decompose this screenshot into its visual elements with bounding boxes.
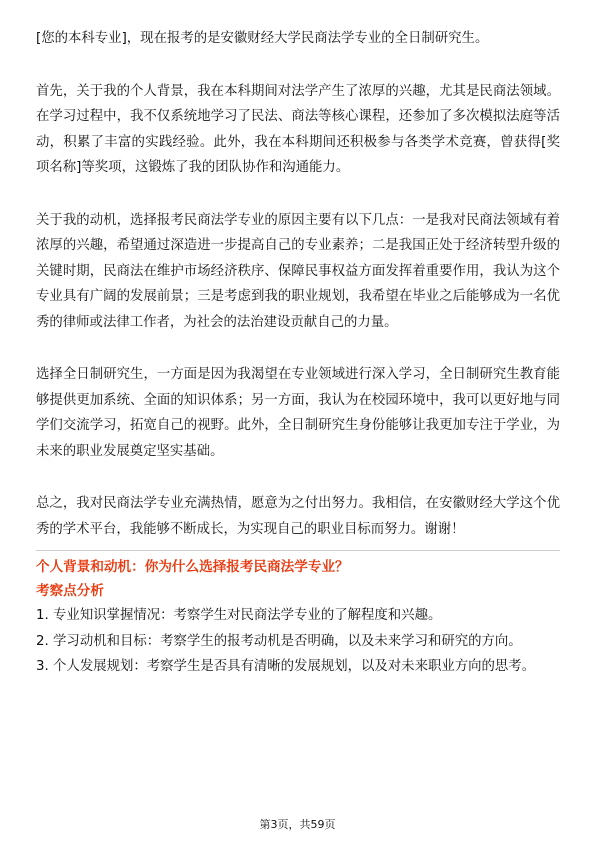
paragraph-conclusion: 总之，我对民商法学专业充满热情，愿意为之付出努力。我相信，在安徽财经大学这个优秀的学术平台，我能够不断成长，为实现自己的职业目标而努力。谢谢！ (36, 496, 560, 537)
analysis-point-1: 1. 专业知识掌握情况：考察学生对民商法学专业的了解程度和兴趣。 (36, 608, 442, 623)
analysis-point-2: 2. 学习动机和目标：考察学生的报考动机是否明确，以及未来学习和研究的方向。 (36, 633, 522, 649)
paragraph-gap (36, 464, 560, 491)
paragraph-background: 首先，关于我的个人背景，我在本科期间对法学产生了浓厚的兴趣，尤其是民商法领域。在学习过程中，我不仅系统地学习了民法、商法等核心课程，还参加了多次模拟法庭等活动，积累了丰富的实践经验。此外，我在本科期间还积极参与各类学术竞赛，曾获得[奖项名称]等奖项，这锻炼了我的团队协作和沟通能力。 (36, 83, 560, 175)
paragraph-intro: [您的本科专业]，现在报考的是安徽财经大学民商法学专业的全日制研究生。 (36, 31, 489, 46)
analysis-heading: 考察点分析 (36, 583, 104, 599)
paragraph-motivation: 关于我的动机，选择报考民商法学专业的原因主要有以下几点：一是我对民商法领域有着浓厚的兴趣，希望通过深造进一步提高自己的专业素养；二是我国正处于经济转型升级的关键时期，民商法在维护市场经济秩序、保障民事权益方面发挥着重要作用，我认为这个专业具有广阔的发展前景；三是考虑到我的职业规划，我希望在毕业之后能够成为一名优秀的律师或法律工作者，为社会的法治建设贡献自己的力量。 (36, 212, 560, 330)
document-page (36, 26, 560, 680)
section-divider (36, 550, 560, 551)
question-title: 个人背景和动机：你为什么选择报考民商法学专业？ (36, 559, 349, 575)
paragraph-gap (36, 335, 560, 362)
page-number: 第3页，共59页 (259, 818, 336, 831)
paragraph-gap (36, 181, 560, 208)
paragraph-gap (36, 52, 560, 79)
analysis-point-3: 3. 个人发展规划：考察学生是否具有清晰的发展规划，以及对未来职业方向的思考。 (36, 659, 536, 674)
paragraph-fulltime: 选择全日制研究生，一方面是因为我渴望在专业领域进行深入学习，全日制研究生教育能够提供更加系统、全面的知识体系；另一方面，我认为在校园环境中，我可以更好地与同学们交流学习，拓宽自己的视野。此外，全日制研究生身份能够让我更加专注于学业，为未来的职业发展奠定坚实基础。 (36, 367, 560, 459)
